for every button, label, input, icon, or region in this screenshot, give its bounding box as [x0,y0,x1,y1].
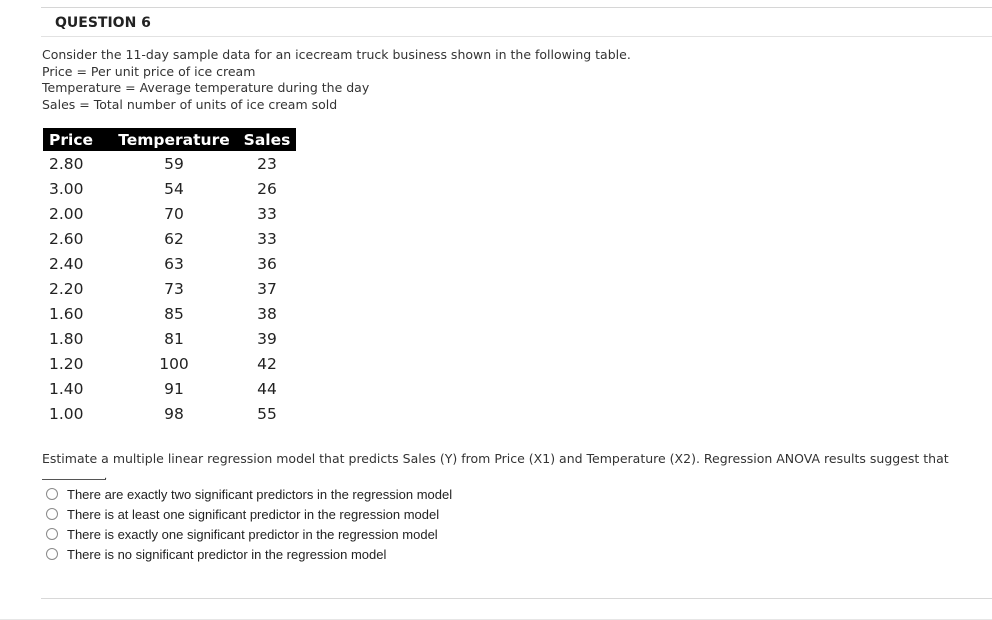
price-cell: 2.60 [49,229,84,248]
intro-line: Sales = Total number of units of ice cream sold [42,96,338,112]
table-row [43,226,296,251]
answer-option[interactable] [46,524,452,544]
answer-option[interactable] [46,544,452,564]
radio-button[interactable] [46,488,58,500]
sales-cell: 23 [257,154,277,173]
answer-option[interactable] [46,484,452,504]
temperature-cell: 70 [164,204,184,223]
price-cell: 2.20 [49,280,84,299]
intro-line: Price = Per unit price of ice cream [42,63,256,79]
radio-button[interactable] [46,508,58,520]
price-cell: 1.40 [49,380,84,399]
temperature-cell: 63 [164,254,184,273]
temperature-cell: 62 [164,229,184,248]
table-row [43,302,296,327]
intro-line: Temperature = Average temperature during the day [42,80,370,95]
sales-cell: 44 [257,380,277,399]
column-header-temperature: Temperature [110,128,238,151]
answer-blank [42,478,106,480]
temperature-cell: 54 [164,179,184,198]
answer-option[interactable] [46,504,452,524]
question-header [41,8,992,37]
table-row [43,352,296,377]
temperature-cell: 81 [164,330,184,349]
answer-options [46,484,452,564]
sales-cell: 33 [257,204,277,223]
price-cell: 3.00 [49,179,84,198]
temperature-cell: 100 [159,355,189,374]
column-header-sales: Sales [238,128,296,151]
table-row [43,176,296,201]
sales-cell: 36 [257,254,277,273]
price-cell: 2.00 [49,204,84,223]
question-title: QUESTION 6 [55,15,151,31]
temperature-cell: 91 [164,380,184,399]
temperature-cell: 73 [164,280,184,299]
table-row [43,151,296,176]
data-table [43,128,296,427]
sales-cell: 38 [257,305,277,324]
blank-period: . [104,471,108,482]
question-intro [42,47,631,113]
price-cell: 1.60 [49,305,84,324]
price-cell: 1.20 [49,355,84,374]
temperature-cell: 85 [164,305,184,324]
price-cell: 1.80 [49,330,84,349]
intro-line: Consider the 11-day sample data for an icecream truck business shown in the following table. [42,47,631,62]
table-row [43,377,296,402]
table-header-row [43,128,296,151]
radio-button[interactable] [46,528,58,540]
question-prompt: Estimate a multiple linear regression model that predicts Sales (Y) from Price (X1) and Temperature (X2). Regression ANOVA results suggest that [42,451,949,466]
sales-cell: 37 [257,280,277,299]
sales-cell: 39 [257,330,277,349]
temperature-cell: 59 [164,154,184,173]
table-row [43,251,296,276]
option-label[interactable]: There are exactly two significant predictors in the regression model [67,486,453,502]
sales-cell: 55 [257,405,277,424]
sales-cell: 42 [257,355,277,374]
option-label[interactable]: There is exactly one significant predictor in the regression model [67,526,438,542]
option-label[interactable]: There is at least one significant predictor in the regression model [67,506,440,522]
temperature-cell: 98 [164,405,184,424]
option-label[interactable]: There is no significant predictor in the regression model [67,546,387,562]
column-header-price: Price [43,128,110,151]
price-cell: 1.00 [49,405,84,424]
table-row [43,276,296,301]
sales-cell: 26 [257,179,277,198]
price-cell: 2.40 [49,254,84,273]
table-row [43,327,296,352]
price-cell: 2.80 [49,154,84,173]
table-row [43,201,296,226]
sales-cell: 33 [257,229,277,248]
bottom-divider [41,598,992,599]
radio-button[interactable] [46,548,58,560]
table-row [43,402,296,427]
